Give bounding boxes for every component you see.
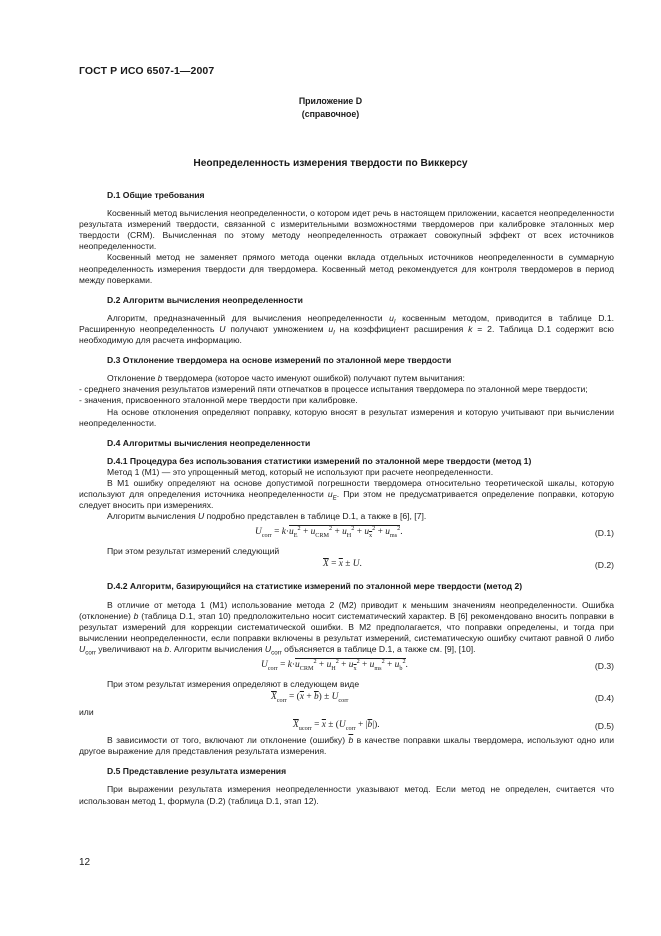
formula-d3-number: (D.3) [594, 661, 614, 671]
formula-d2-number: (D.2) [594, 560, 614, 571]
paragraph-d42-1: В отличие от метода 1 (M1) использование метода 2 (M2) приводит к меньшим значениям неопределенности. Ошибка (отклонение) b (таблица D.1, этап 10) предположительно носит систематический характер. В [6] рекомендовано вносить поправки в результат измерений для коррекции систематической ошибки. В M2 предполагается, что поправки определены, и тогда при вычислении неопределенности, если поправки включены в результат измерений, систематическую ошибку считают равной 0 либо $U_{corr}$ увеличивают на b. Алгоритм вычисления $U_{corr}$ объясняется в таблице D.1, а также см. [9], [10]. [79, 599, 614, 657]
paragraph-d41-2: В M1 ошибку определяют на основе допустимой погрешности твердомера относительно теоретической шкалы, которую используют для определения источника неопределенности $u_E$. При этом не предусматривается определение поправки, которую следует вносить при измерениях. [79, 477, 614, 511]
paragraph-d1-1: Косвенный метод вычисления неопределенности, о котором идет речь в настоящем приложении, касается неопределенности результата измерений твердости, связанной с измерительными возможностями твердомеров при калибровке эталонных мер твердости (CRM). Вычисленная по этому методу неопределенность отражает совокупный эффект от всех источников неопределенности. [79, 208, 614, 252]
section-heading-d4: D.4 Алгоритмы вычисления неопределенности [107, 437, 311, 448]
list-item-d3-1: - среднего значения результатов измерений пяти отпечатков в процессе испытания твердомера по эталонной мере твердости; [79, 384, 588, 395]
formula-d4 [79, 690, 614, 707]
paragraph-d41-1: Метод 1 (M1) — это упрощенный метод, который не используют при расчете неопределенности. [107, 466, 494, 477]
section-heading-d5: D.5 Представление результата измерения [107, 766, 287, 777]
paragraph-d1-2: Косвенный метод не заменяет прямого метода оценки вклада отдельных источников неопределенности в суммарную неопределенность измерения твердости для твердомера. Косвенный метод рекомендуется для контроля твердомеров в период между поверками. [79, 252, 614, 285]
paragraph-d42-2: При этом результат измерения определяют в следующем виде [107, 679, 360, 689]
formula-d1-number: (D.1) [594, 528, 614, 539]
page-number: 12 [79, 857, 91, 868]
formula-d1-expression: $U_{corr} = k\cdot u_E^2 + u_{CRM}^2 + u_H^2 + u_{\overline{x}}^2 + u_{ms}^2$. [255, 525, 403, 540]
formula-d5-number: (D.5) [594, 721, 614, 732]
paragraph-d5-1: При выражении результата измерения неопределенности указывают метод. Если метод не определен, считается что использован метод 1, формула (D.2) (таблица D.1, этап 12). [79, 784, 614, 806]
paragraph-d3-1: Отклонение b твердомера (которое часто именуют ошибкой) получают путем вычитания: [107, 373, 465, 384]
formula-d2-expression: $\overline{X} = \overline{x} \pm U$. [323, 559, 362, 570]
paragraph-d42-3: В зависимости от того, включают ли отклонение (ошибку) $\overline{b}$ в качестве поправки шкалы твердомера, используют одно или другое выражение для представления результата измерения. [79, 735, 614, 757]
word-or: или [79, 707, 94, 718]
formula-d3 [79, 655, 614, 679]
formula-d2 [79, 557, 614, 574]
formula-d3-expression: $U_{corr} = k\cdot u_{CRM}^2 + u_H^2 + u_{\overline{x}}^2 + u_{ms}^2 + u_b^2$. [261, 657, 408, 672]
formula-d1 [79, 522, 614, 546]
formula-d4-number: (D.4) [594, 693, 614, 704]
formula-d4-expression: $\overline{X}_{corr} = (\overline{x} + \overline{b}) \pm U_{corr}$ [271, 692, 349, 704]
paragraph-d2-1: Алгоритм, предназначенный для вычисления неопределенности $u_I$ косвенным методом, приводится в таблице D.1. Расширенную неопределенность U получают умножением $u_I$ на коэффициент расширения k = 2. Таблица D.1 содержит всю необходимую для расчета информацию. [79, 312, 614, 346]
section-heading-d2: D.2 Алгоритм вычисления неопределенности [107, 294, 303, 305]
paragraph-d41-4: При этом результат измерений следующий [107, 546, 280, 557]
annex-title: Неопределенность измерения твердости по Виккерсу [193, 158, 468, 169]
annex-kind: (справочное) [301, 109, 360, 119]
subsection-heading-d42: D.4.2 Алгоритм, базирующийся на статистике измерений по эталонной мере твердости (метод 2) [107, 581, 523, 592]
formula-d5-expression: $\overline{X}_{ucorr} = \overline{x} \pm (U_{corr} + |\overline{b}|)$. [293, 720, 380, 733]
list-item-d3-2: - значения, присвоенного эталонной мере твердости при калибровке. [79, 395, 358, 406]
standard-header: ГОСТ Р ИСО 6507-1—2007 [79, 65, 215, 77]
section-heading-d3: D.3 Отклонение твердомера на основе измерений по эталонной мере твердости [107, 355, 452, 366]
document-body [79, 190, 614, 807]
section-heading-d1: D.1 Общие требования [107, 190, 205, 200]
paragraph-d41-3: Алгоритм вычисления U подробно представлен в таблице D.1, а также в [6], [7]. [107, 511, 427, 522]
annex-name: Приложение D [298, 96, 363, 106]
subsection-heading-d41: D.4.1 Процедура без использования статистики измерений по эталонной мере твердости (метод 1) [107, 455, 532, 466]
formula-d5 [79, 718, 614, 735]
paragraph-d3-2: На основе отклонения определяют поправку, которую вносят в результат измерения и которую учитывают при вычислении неопределенности. [79, 406, 614, 428]
